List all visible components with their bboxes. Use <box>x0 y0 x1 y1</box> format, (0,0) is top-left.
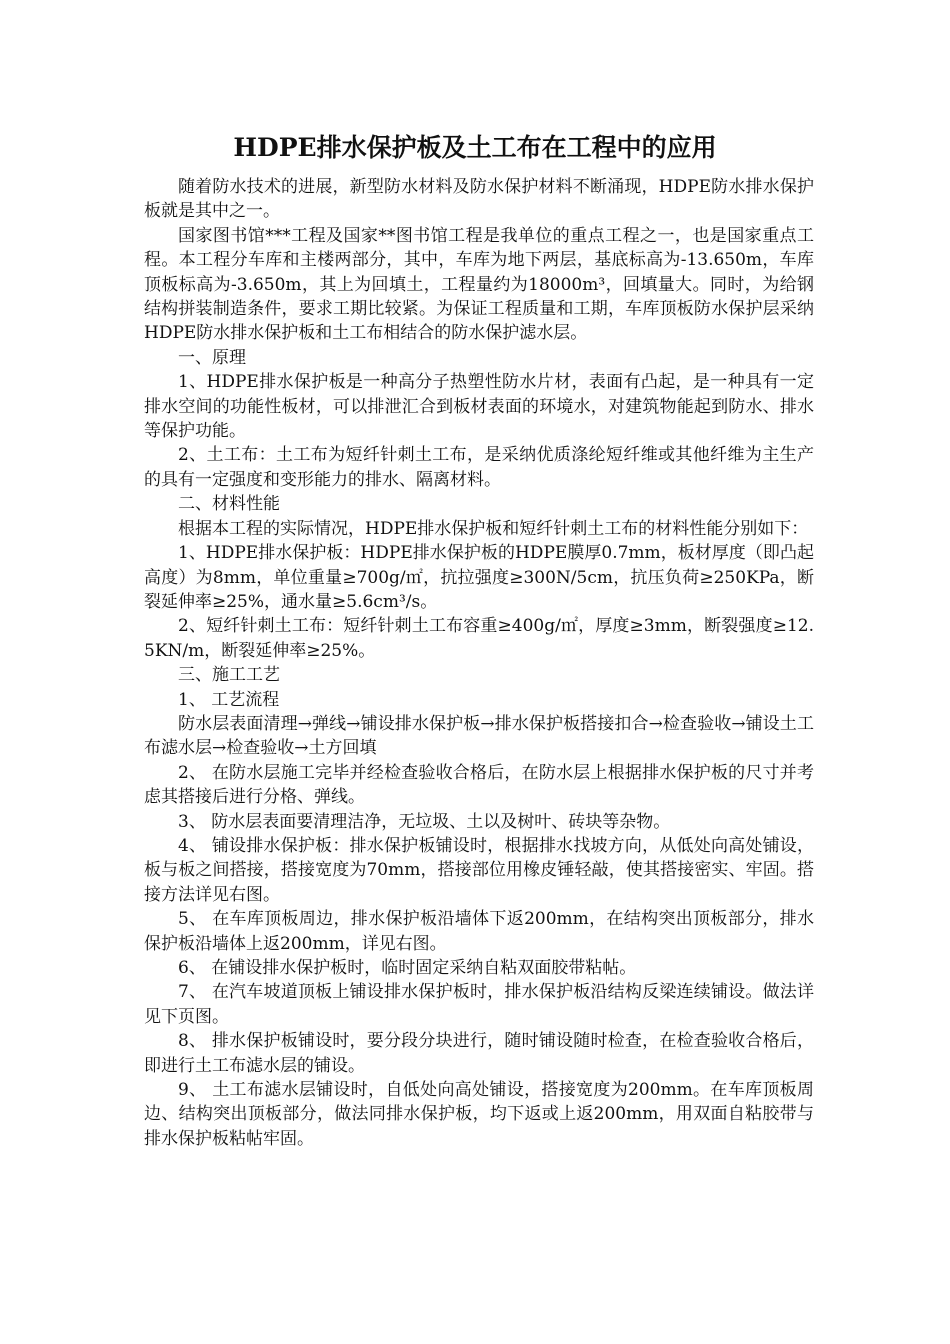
paragraph-process-flow: 防水层表面清理→弹线→铺设排水保护板→排水保护板搭接扣合→检查验收→铺设土工布滤水层→检查验收→土方回填 <box>144 713 814 759</box>
paragraph-material-1: 1、HDPE排水保护板：HDPE排水保护板的HDPE膜厚0.7mm，板材厚度（即凸起高度）为8mm，单位重量≥700g/㎡，抗拉强度≥300N/5cm，抗压负荷≥250KPa，断裂延伸率≥25%，通水量≥5.6cm³/s。 <box>144 543 814 612</box>
section-heading-material: 二、材料性能 <box>178 494 280 515</box>
paragraph-step-9: 9、 土工布滤水层铺设时，自低处向高处铺设，搭接宽度为200mm。在车库顶板周边、结构突出顶板部分，做法同排水保护板，均下返或上返200mm，用双面自粘胶带与排水保护板粘帖牢固。 <box>144 1080 814 1149</box>
paragraph-step-7: 7、 在汽车坡道顶板上铺设排水保护板时，排水保护板沿结构反梁连续铺设。做法详见下页图。 <box>144 982 814 1027</box>
paragraph-intro: 随着防水技术的进展，新型防水材料及防水保护材料不断涌现，HDPE防水排水保护板就是其中之一。 <box>144 177 814 222</box>
document-title: HDPE排水保护板及土工布在工程中的应用 <box>233 133 717 162</box>
paragraph-material-2: 2、短纤针刺土工布：短纤针刺土工布容重≥400g/㎡，厚度≥3mm，断裂强度≥12.5KN/m，断裂延伸率≥25%。 <box>144 616 814 661</box>
section-heading-principle: 一、原理 <box>178 347 246 368</box>
paragraph-step-4: 4、 铺设排水保护板：排水保护板铺设时，根据排水找坡方向，从低处向高处铺设，板与板之间搭接，搭接宽度为70mm，搭接部位用橡皮锤轻敲，使其搭接密实、牢固。搭接方法详见右图。 <box>144 835 814 905</box>
paragraph-step-1: 1、 工艺流程 <box>178 689 280 710</box>
paragraph-step-2: 2、 在防水层施工完毕并经检查验收合格后，在防水层上根据排水保护板的尺寸并考虑其搭接后进行分格、弹线。 <box>144 762 814 808</box>
paragraph-principle-1: 1、HDPE排水保护板是一种高分子热塑性防水片材，表面有凸起，是一种具有一定排水空间的功能性板材，可以排泄汇合到板材表面的环境水，对建筑物能起到防水、排水等保护功能。 <box>144 372 814 442</box>
paragraph-principle-2: 2、土工布：土工布为短纤针刺土工布，是采纳优质涤纶短纤维或其他纤维为主生产的具有一定强度和变形能力的排水、隔离材料。 <box>144 445 814 490</box>
paragraph-step-8: 8、 排水保护板铺设时，要分段分块进行，随时铺设随时检查，在检查验收合格后，即进行土工布滤水层的铺设。 <box>144 1031 814 1076</box>
paragraph-step-3: 3、 防水层表面要清理洁净，无垃圾、土以及树叶、砖块等杂物。 <box>178 811 671 832</box>
paragraph-step-6: 6、 在铺设排水保护板时，临时固定采纳自粘双面胶带粘帖。 <box>178 958 637 978</box>
paragraph-material-intro: 根据本工程的实际情况，HDPE排水保护板和短纤针刺土工布的材料性能分别如下： <box>178 518 809 539</box>
document-body <box>144 175 814 1151</box>
paragraph-step-5: 5、 在车库顶板周边，排水保护板沿墙体下返200mm，在结构突出顶板部分，排水保护板沿墙体上返200mm，详见右图。 <box>144 909 814 954</box>
section-heading-construction: 三、施工工艺 <box>178 665 280 686</box>
paragraph-project-overview: 国家图书馆***工程及国家**图书馆工程是我单位的重点工程之一，也是国家重点工程。本工程分车库和主楼两部分，其中，车库为地下两层，基底标高为-13.650m，车库顶板标高为-3.650m，其上为回填土，工程量约为18000m³，回填量大。同时，为给钢结构拼装制造条件，要求工期比较紧。为保证工程质量和工期，车库顶板防水保护层采纳HDPE防水排水保护板和土工布相结合的防水保护滤水层。 <box>144 225 814 344</box>
